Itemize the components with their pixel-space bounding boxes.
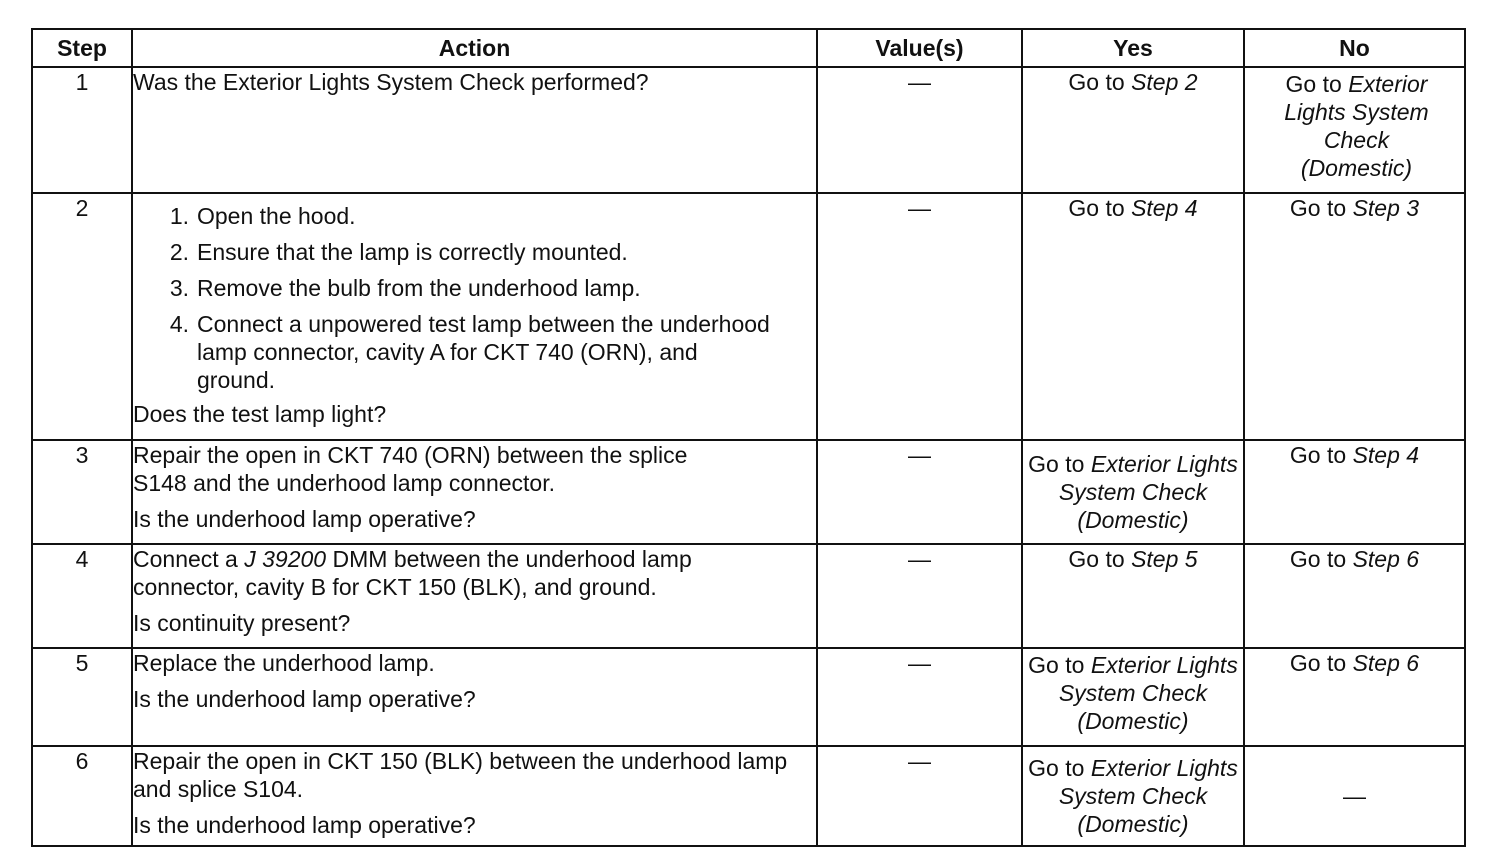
action-cell xyxy=(132,193,817,440)
no-cell xyxy=(1244,440,1465,544)
yes-cell xyxy=(1022,67,1244,193)
value-cell: — xyxy=(817,440,1022,544)
yes-prefix: Go to xyxy=(1068,195,1132,221)
no-target: Exterior Lights System Check (Domestic) xyxy=(1284,71,1429,181)
yes-prefix: Go to xyxy=(1068,69,1132,95)
no-target: Step 6 xyxy=(1352,650,1420,676)
table-row xyxy=(32,544,1465,648)
yes-prefix: Go to xyxy=(1028,755,1091,781)
no-prefix: Go to xyxy=(1289,650,1353,676)
step-number: 4 xyxy=(32,544,132,648)
tool-number: J 39200 xyxy=(244,546,327,572)
yes-target: Exterior Lights System Check (Domestic) xyxy=(1058,652,1238,734)
no-target: Step 4 xyxy=(1352,442,1420,468)
yes-target: Step 2 xyxy=(1131,69,1198,95)
action-text: Was the Exterior Lights System Check performed? xyxy=(133,69,649,95)
action-text: Repair the open in CKT 150 (BLK) between the underhood lamp and splice S104. xyxy=(133,748,788,802)
no-prefix: Go to xyxy=(1285,71,1349,97)
action-cell xyxy=(132,544,817,648)
yes-prefix: Go to xyxy=(1028,451,1091,477)
yes-prefix: Go to xyxy=(1068,546,1132,572)
table-row xyxy=(32,440,1465,544)
table-row xyxy=(32,193,1465,440)
yes-cell xyxy=(1022,193,1244,440)
yes-cell xyxy=(1022,648,1244,746)
no-cell xyxy=(1244,544,1465,648)
action-text: Repair the open in CKT 740 (ORN) between the splice S148 and the underhood lamp connector. xyxy=(133,442,688,496)
action-text: Connect a J 39200 DMM between the underhood lamp connector, cavity B for CKT 150 (BLK), and ground. xyxy=(133,546,692,600)
no-cell xyxy=(1244,67,1465,193)
value-cell: — xyxy=(817,648,1022,746)
no-cell: — xyxy=(1244,746,1465,846)
yes-prefix: Go to xyxy=(1028,652,1091,678)
list-item: 1. Open the hood. xyxy=(169,203,356,229)
question-text: Is the underhood lamp operative? xyxy=(133,812,476,838)
no-target: Step 6 xyxy=(1352,546,1420,572)
no-prefix: Go to xyxy=(1289,546,1353,572)
action-cell xyxy=(132,648,817,746)
yes-cell xyxy=(1022,544,1244,648)
no-cell xyxy=(1244,648,1465,746)
yes-target: Step 4 xyxy=(1131,195,1198,221)
value-cell: — xyxy=(817,67,1022,193)
step-number: 1 xyxy=(32,67,132,193)
header-action: Action xyxy=(132,29,817,67)
list-item: 2. Ensure that the lamp is correctly mounted. xyxy=(169,239,628,265)
step-number: 3 xyxy=(32,440,132,544)
procedure-list xyxy=(133,202,816,394)
value-cell: — xyxy=(817,544,1022,648)
diagnostic-table xyxy=(31,28,1466,847)
value-cell: — xyxy=(817,746,1022,846)
no-prefix: Go to xyxy=(1289,442,1353,468)
action-text: Replace the underhood lamp. xyxy=(133,650,435,676)
step-number: 5 xyxy=(32,648,132,746)
question-text: Is continuity present? xyxy=(133,610,351,636)
yes-cell xyxy=(1022,440,1244,544)
step-number: 2 xyxy=(32,193,132,440)
question-text: Is the underhood lamp operative? xyxy=(133,506,476,532)
header-values: Value(s) xyxy=(817,29,1022,67)
header-step: Step xyxy=(32,29,132,67)
header-row xyxy=(32,29,1465,67)
question-text: Is the underhood lamp operative? xyxy=(133,686,476,712)
header-no: No xyxy=(1244,29,1465,67)
yes-cell xyxy=(1022,746,1244,846)
value-cell: — xyxy=(817,193,1022,440)
header-yes: Yes xyxy=(1022,29,1244,67)
action-cell xyxy=(132,67,817,193)
list-item: 3. Remove the bulb from the underhood lamp. xyxy=(169,275,641,301)
list-item: 4. Connect a unpowered test lamp between the underhood lamp connector, cavity A for CKT 740 (ORN), and ground. xyxy=(169,311,770,393)
table-row xyxy=(32,67,1465,193)
no-target: Step 3 xyxy=(1352,195,1420,221)
yes-target: Exterior Lights System Check (Domestic) xyxy=(1058,755,1238,837)
table-row xyxy=(32,746,1465,846)
yes-target: Step 5 xyxy=(1131,546,1198,572)
step-number: 6 xyxy=(32,746,132,846)
yes-target: Exterior Lights System Check (Domestic) xyxy=(1058,451,1238,533)
table-row xyxy=(32,648,1465,746)
question-text: Does the test lamp light? xyxy=(133,401,387,427)
action-cell xyxy=(132,746,817,846)
no-cell xyxy=(1244,193,1465,440)
action-cell xyxy=(132,440,817,544)
no-prefix: Go to xyxy=(1289,195,1353,221)
